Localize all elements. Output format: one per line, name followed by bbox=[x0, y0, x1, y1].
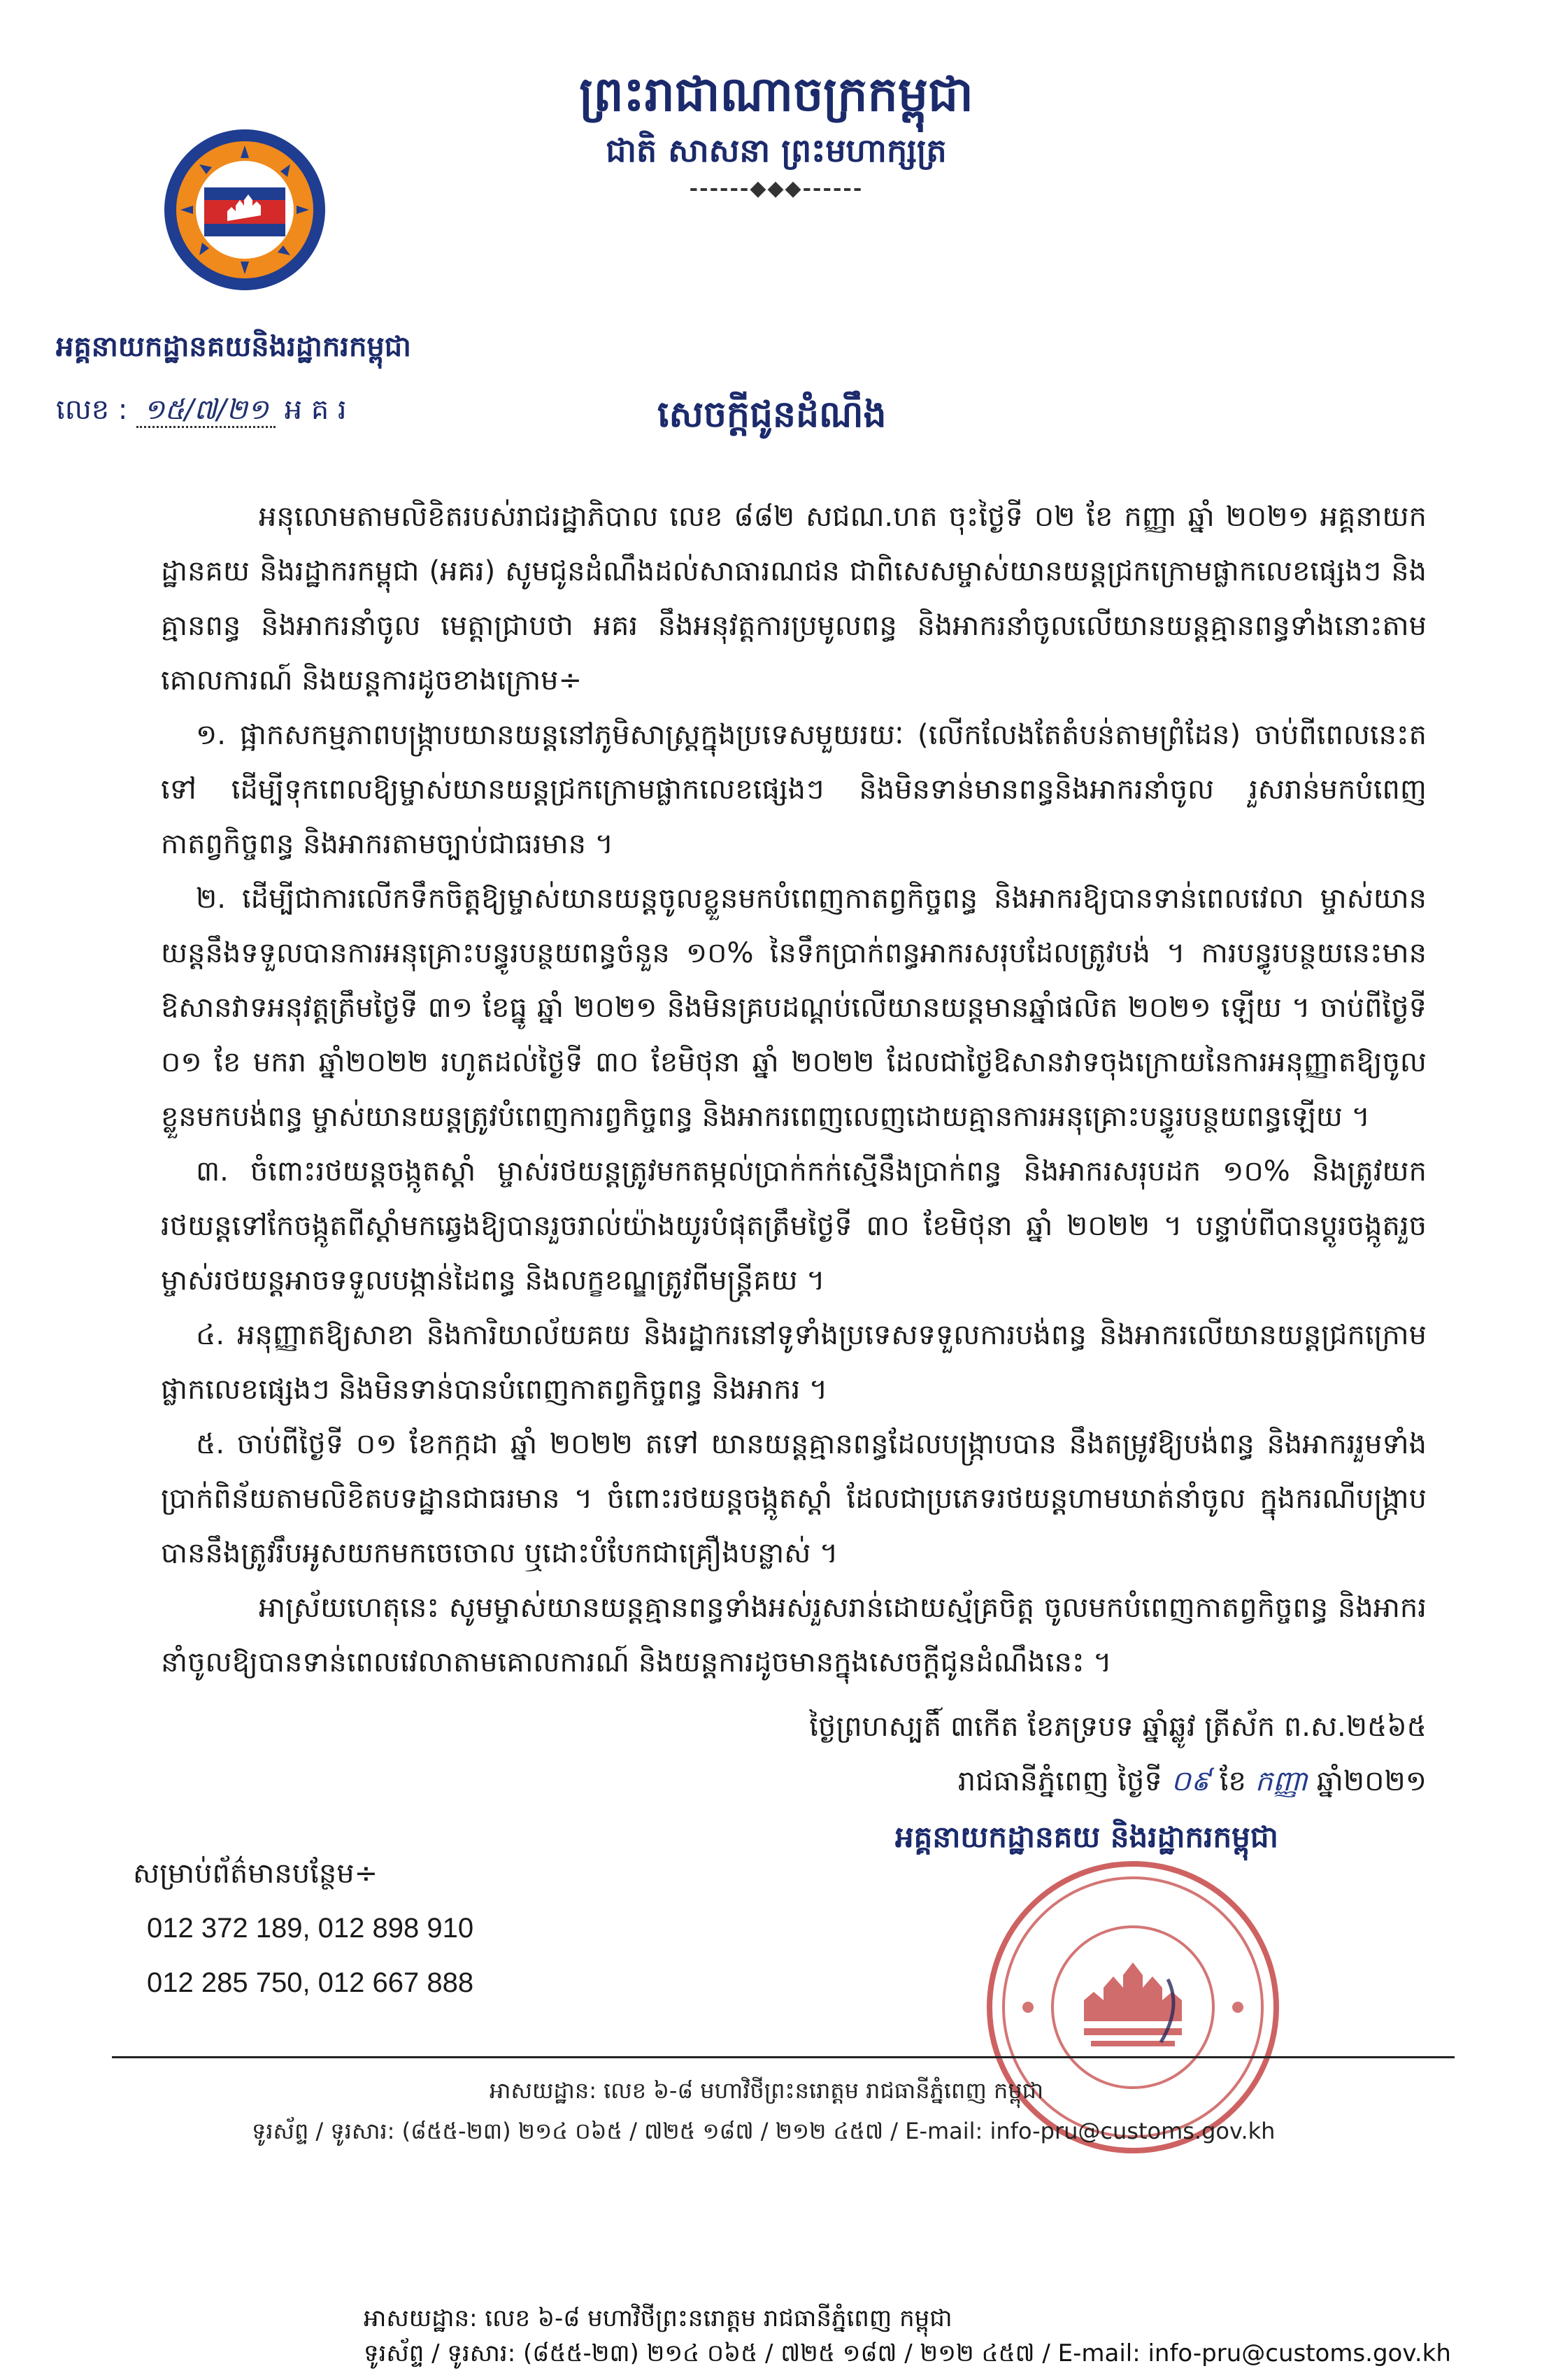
footer-address: អាសយដ្ឋាន: លេខ ៦-៨ មហាវិថីព្រះនរោត្តម រាជធានីភ្នំពេញ កម្ពុជា bbox=[490, 2077, 1044, 2104]
contact-block bbox=[133, 1846, 473, 2010]
lunar-date: ថ្ងៃព្រហស្បតិ៍ ៣កើត ខែភទ្របទ ឆ្នាំឆ្លូវ ត្រីស័ក ព.ស.២៥៦៥ bbox=[809, 1711, 1427, 1743]
list-item: ៤. អនុញ្ញាតឱ្យសាខា និងការិយាល័យគយ និងរដ្ឋាករនៅទូទាំងប្រទេសទទួលការបង់ពន្ធ និងអាករលើយានយន្តជ្រកក្រោមផ្លាកលេខផ្សេងៗ និងមិនទាន់បានបំពេញកាតព្វកិច្ចពន្ធ និងអាករ ។ bbox=[161, 1319, 1427, 1406]
contact-phone: 012 285 750, 012 667 888 bbox=[147, 1967, 474, 1998]
intro-paragraph: អនុលោមតាមលិខិតរបស់រាជរដ្ឋាភិបាល លេខ ៨៨២ សជណ.ហត ចុះថ្ងៃទី ០២ ខែ កញ្ញា ឆ្នាំ ២០២១ អគ្គនាយកដ្ឋានគយ និងរដ្ឋាករកម្ពុជា (អគរ) សូមជូនដំណឹងដល់សាធារណជន ជាពិសេសម្ចាស់យានយន្តជ្រកក្រោមផ្លាកលេខផ្សេងៗ និងគ្មានពន្ធ និងអាករនាំចូល មេត្តាជ្រាបថា អគរ នឹងអនុវត្តការប្រមូលពន្ធ និងអាករនាំចូលលើយានយន្តគ្មានពន្ធទាំងនោះតាមគោលការណ៍ និងយន្តការដូចខាងក្រោម÷ bbox=[161, 501, 1427, 697]
agency-name: អគ្គនាយកដ្ឋានគយនិងរដ្ឋាករកម្ពុជា bbox=[56, 330, 411, 363]
list-item: ៣. ចំពោះរថយន្តចង្កូតស្តាំ ម្ចាស់រថយន្តត្រូវមកតម្កល់ប្រាក់កក់ស្មើនឹងប្រាក់ពន្ធ និងអាករសរុបដក ១០% និងត្រូវយករថយន្តទៅកែចង្កូតពីស្តាំមកឆ្វេងឱ្យបានរួចរាល់យ៉ាងយូរបំផុតត្រឹមថ្ងៃទី ៣០ ខែមិថុនា ឆ្នាំ ២០២២ ។ បន្ទាប់ពីបានប្តូរចង្កូតរួច ម្ចាស់រថយន្តអាចទទួលបង្កាន់ដៃពន្ធ និងលក្ខខណ្ឌត្រូវពីមន្ត្រីគយ ។ bbox=[161, 1155, 1427, 1297]
reference-number: ១៥/៧/២១ bbox=[136, 394, 276, 428]
page-footer bbox=[364, 2301, 1483, 2371]
footer-divider bbox=[112, 2056, 1455, 2058]
date-month: កញ្ញា bbox=[1255, 1765, 1308, 1797]
footer-address: អាសយដ្ឋាន: លេខ ៦-៨ មហាវិថីព្រះនរោត្តម រាជធានីភ្នំពេញ កម្ពុជា bbox=[364, 2304, 952, 2332]
date-place: រាជធានីភ្នំពេញ ថ្ងៃទី bbox=[957, 1765, 1162, 1797]
reference-line bbox=[56, 392, 347, 433]
closing-paragraph: អាស្រ័យហេតុនេះ សូមម្ចាស់យានយន្តគ្មានពន្ធទាំងអស់រួសរាន់ដោយស្ម័គ្រចិត្ត ចូលមកបំពេញកាតព្វកិច្ចពន្ធ និងអាករនាំចូលឱ្យបានទាន់ពេលវេលាតាមគោលការណ៍ និងយន្តការដូចមានក្នុងសេចក្តីជូនដំណឹងនេះ ។ bbox=[161, 1592, 1427, 1679]
solar-date bbox=[615, 1754, 1427, 1809]
footer-contact: ទូរស័ព្ទ / ទូរសារ: (៨៥៥-២៣) ២១៤ ០៦៥ / ៧២៥ ១៨៧ / ២១២ ៤៥៧ / E-mail: info-pru@customs.gov.kh bbox=[252, 2118, 1276, 2144]
reference-suffix: អ គ រ bbox=[284, 394, 347, 426]
list-item: ៥. ចាប់ពីថ្ងៃទី ០១ ខែកក្កដា ឆ្នាំ ២០២២ តទៅ យានយន្តគ្មានពន្ធដែលបង្ក្រាបបាន នឹងតម្រូវឱ្យបង់ពន្ធ និងអាកររួមទាំងប្រាក់ពិន័យតាមលិខិតបទដ្ឋានជាធរមាន ។ ចំពោះរថយន្តចង្កូតស្តាំ ដែលជាប្រភេទរថយន្តហាមឃាត់នាំចូល ក្នុងករណីបង្ក្រាបបាននឹងត្រូវរឹបអូសយកមកចេចោល ឬដោះបំបែកជាគ្រឿងបន្លាស់ ។ bbox=[161, 1428, 1427, 1569]
date-year: ឆ្នាំ២០២១ bbox=[1316, 1765, 1427, 1797]
date-month-label: ខែ bbox=[1219, 1765, 1246, 1797]
date-block bbox=[615, 1700, 1427, 1809]
national-motto: ជាតិ សាសនា ព្រះមហាក្សត្រ bbox=[606, 131, 947, 169]
document-title: សេចក្តីជូនដំណឹង bbox=[657, 393, 887, 436]
date-day: ០៩ bbox=[1171, 1765, 1211, 1797]
letterhead-footer bbox=[252, 2070, 1441, 2151]
header-ornament: ------◆◆◆------ bbox=[689, 176, 864, 201]
contact-phone: 012 372 189, 012 898 910 bbox=[147, 1913, 474, 1944]
reference-label: លេខ : bbox=[56, 394, 128, 426]
notice-body bbox=[161, 490, 1427, 1690]
contact-label: សម្រាប់ព័ត៌មានបន្ថែម÷ bbox=[133, 1858, 378, 1890]
list-item: ២. ដើម្បីជាការលើកទឹកចិត្តឱ្យម្ចាស់យានយន្តចូលខ្លួនមកបំពេញកាតព្វកិច្ចពន្ធ និងអាករឱ្យបានទាន់ពេលវេលា ម្ចាស់យានយន្តនឹងទទួលបានការអនុគ្រោះបន្ធូរបន្ថយពន្ធចំនួន ១០% នៃទឹកប្រាក់ពន្ធអាករសរុបដែលត្រូវបង់ ។ ការបន្ធូរបន្ថយនេះមានឱសានវាទអនុវត្តត្រឹមថ្ងៃទី ៣១ ខែធ្នូ ឆ្នាំ ២០២១ និងមិនគ្របដណ្តប់លើយានយន្តមានឆ្នាំផលិត ២០២១ ឡើយ ។ ចាប់ពីថ្ងៃទី ០១ ខែ មករា ឆ្នាំ២០២២ រហូតដល់ថ្ងៃទី ៣០ ខែមិថុនា ឆ្នាំ ២០២២ ដែលជាថ្ងៃឱសានវាទចុងក្រោយនៃការអនុញ្ញាតឱ្យចូលខ្លួនមកបង់ពន្ធ ម្ចាស់យានយន្តត្រូវបំពេញការព្វកិច្ចពន្ធ និងអាករពេញលេញដោយគ្មានការអនុគ្រោះបន្ធូរបន្ថយពន្ធឡើយ ។ bbox=[161, 883, 1427, 1133]
kingdom-title: ព្រះរាជាណាចក្រកម្ពុជា bbox=[579, 66, 973, 122]
signer-name: អគ្គនាយកដ្ឋានគយ និងរដ្ឋាករកម្ពុជា bbox=[895, 1820, 1278, 1854]
kingdom-header bbox=[531, 63, 1021, 203]
footer-contact: ទូរស័ព្ទ / ទូរសារ: (៨៥៥-២៣) ២១៤ ០៦៥ / ៧២៥ ១៨៧ / ២១២ ៤៥៧ / E-mail: info-pru@customs.gov.kh bbox=[364, 2339, 1451, 2367]
list-item: ១. ផ្អាកសកម្មភាពបង្ក្រាបយានយន្តនៅភូមិសាស្ត្រក្នុងប្រទេសមួយរយៈ (លើកលែងតែតំបន់តាមព្រំដែន) ចាប់ពីពេលនេះតទៅ ដើម្បីទុកពេលឱ្យម្ចាស់យានយន្តជ្រកក្រោមផ្លាកលេខផ្សេងៗ និងមិនទាន់មានពន្ធនិងអាករនាំចូល រួសរាន់មកបំពេញកាតព្វកិច្ចពន្ធ និងអាករតាមច្បាប់ជាធរមាន ។ bbox=[161, 719, 1427, 860]
customs-logo bbox=[161, 126, 329, 294]
